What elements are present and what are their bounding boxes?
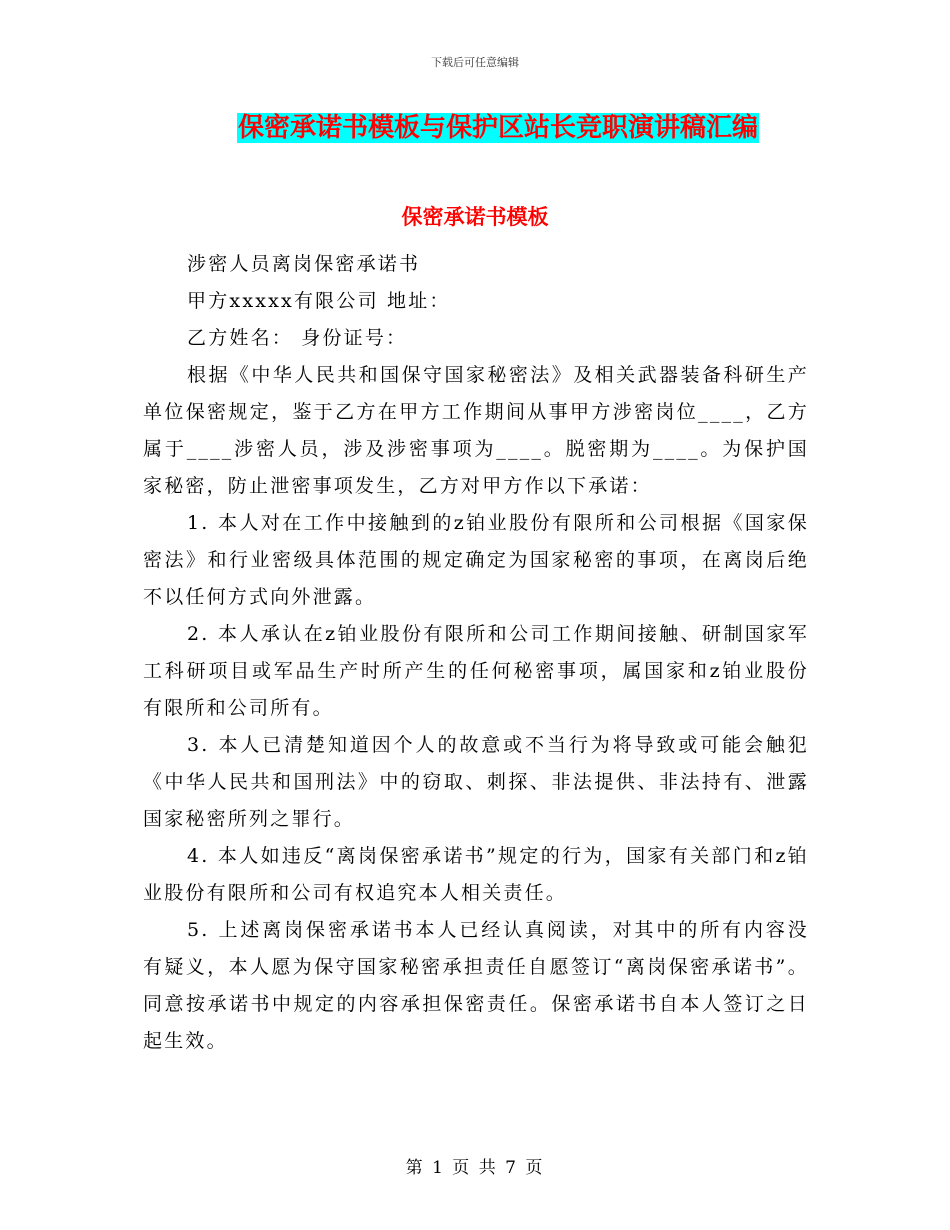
paragraph-clause-1: 1. 本人对在工作中接触到的z铂业股份有限所和公司根据《国家保密法》和行业密级具体范围的规定确定为国家秘密的事项，在离岗后绝不以任何方式向外泄露。 bbox=[143, 512, 809, 608]
paragraph-clause-3: 3. 本人已清楚知道因个人的故意或不当行为将导致或可能会触犯《中华人民共和国刑法》中的窃取、刺探、非法提供、非法持有、泄露国家秘密所列之罪行。 bbox=[143, 734, 809, 830]
paragraph-clause-2: 2. 本人承认在z铂业股份有限所和公司工作期间接触、研制国家军工科研项目或军品生产时所产生的任何秘密事项，属国家和z铂业股份有限所和公司所有。 bbox=[143, 623, 809, 719]
document-title-highlight: 保密承诺书模板与保护区站长竞职演讲稿汇编 bbox=[237, 113, 758, 143]
section-title: 保密承诺书模板 bbox=[401, 204, 549, 229]
page-footer: 第 1 页 共 7 页 bbox=[405, 1158, 545, 1178]
paragraph-clause-4: 4. 本人如违反“离岗保密承诺书”规定的行为，国家有关部门和z铂业股份有限所和公司有权追究本人相关责任。 bbox=[143, 845, 809, 904]
header-note: 下载后可任意编辑 bbox=[431, 56, 519, 69]
document-title bbox=[0, 110, 950, 146]
document-body bbox=[143, 246, 809, 1060]
paragraph-heading: 涉密人员离岗保密承诺书 bbox=[187, 253, 421, 275]
paragraph-party-a: 甲方xxxxx有限公司 地址： bbox=[187, 290, 451, 312]
paragraph-clause-5: 5. 上述离岗保密承诺书本人已经认真阅读，对其中的所有内容没有疑义，本人愿为保守国家秘密承担责任自愿签订“离岗保密承诺书”。同意按承诺书中规定的内容承担保密责任。保密承诺书自本人签订之日起生效。 bbox=[143, 919, 809, 1052]
paragraph-preamble: 根据《中华人民共和国保守国家秘密法》及相关武器装备科研生产单位保密规定，鉴于乙方在甲方工作期间从事甲方涉密岗位____，乙方属于____涉密人员，涉及涉密事项为____。脱密期为____。为保护国家秘密，防止泄密事项发生，乙方对甲方作以下承诺： bbox=[143, 364, 809, 497]
paragraph-party-b: 乙方姓名： 身份证号： bbox=[187, 327, 408, 349]
